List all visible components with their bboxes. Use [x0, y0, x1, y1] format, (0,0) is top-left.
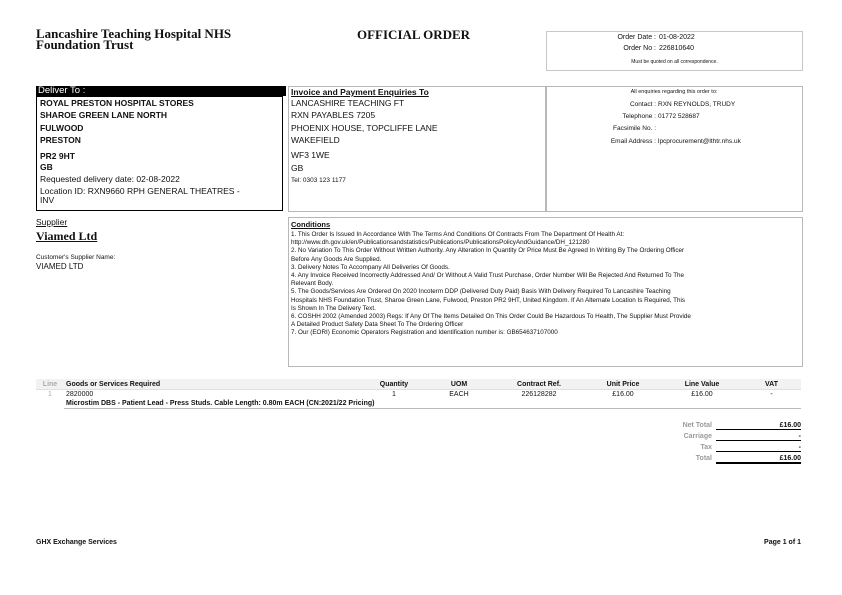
description-spacer — [36, 399, 64, 409]
email-address: lpcprocurement@lthtr.nhs.uk — [658, 138, 741, 145]
invoice-tel: Tel: 0303 123 1177 — [291, 177, 346, 184]
condition-line: 2. No Variation To This Order Without Written Authority. Any Alteration In Quantity Or Price Must Be Agreed In Writing By The Ordering Officer — [291, 247, 685, 255]
cell-description: Microstim DBS - Patient Lead - Press Studs. Cable Length: 0.80m EACH (CN:2021/22 Pricing) — [64, 399, 801, 409]
col-quantity: Quantity — [364, 379, 424, 390]
invoice-line: WAKEFIELD — [291, 135, 340, 145]
deliver-country: GB — [40, 162, 53, 172]
condition-line: Hospitals NHS Foundation Trust, Sharoe Green Lane, Fulwood, Preston PR2 9HT, United Kingdom. If An Alternate Location Is Required, This — [291, 296, 686, 304]
condition-line: A Detailed Product Safety Data Sheet To The Ordering Officer — [291, 321, 464, 329]
condition-line: 4. Any Invoice Received Incorrectly Addressed And/ Or Without A Valid Trust Purchase, Order Number Will Be Rejected And Returned To The — [291, 272, 685, 280]
order-date: 01-08-2022 — [659, 34, 695, 41]
contact-name: RXN REYNOLDS, TRUDY — [658, 101, 736, 108]
fax-label: Facsimile No. : — [613, 125, 656, 132]
deliver-to-heading: Deliver To : — [36, 86, 286, 96]
cell-vat: - — [770, 391, 773, 398]
conditions-box — [288, 217, 803, 367]
location-id: Location ID: RXN9660 RPH GENERAL THEATRES - — [40, 186, 240, 196]
col-uom: UOM — [424, 379, 494, 390]
col-goods: Goods or Services Required — [64, 379, 364, 390]
telephone-label: Telephone : — [622, 113, 656, 120]
table-header-row — [36, 379, 801, 390]
tax-label: Tax — [700, 444, 712, 451]
condition-line: Before Any Goods Are Supplied. — [291, 255, 382, 263]
contact-label: Contact : — [629, 101, 656, 108]
page-number: Page 1 of 1 — [764, 539, 801, 546]
net-total: £16.00 — [716, 422, 801, 430]
cell-line: 1 — [48, 391, 52, 398]
deliver-line: SHAROE GREEN LANE NORTH — [40, 110, 168, 120]
deliver-postcode: PR2 9HT — [40, 151, 75, 161]
table-row-description — [36, 399, 801, 409]
condition-line: Relevant Body. — [291, 280, 334, 288]
condition-line: http://www.dh.gov.uk/en/Publicationsandstatistics/Publications/PublicationsPolicyAndGuidance/DH_121280 — [291, 239, 590, 247]
invoice-line: LANCASHIRE TEACHING FT — [291, 98, 405, 108]
invoice-heading: Invoice and Payment Enquiries To — [291, 87, 429, 97]
carriage-label: Carriage — [683, 433, 712, 440]
invoice-line: PHOENIX HOUSE, TOPCLIFFE LANE — [291, 123, 438, 133]
telephone-number: 01772 528687 — [658, 113, 700, 120]
customer-supplier-name: VIAMED LTD — [36, 262, 84, 271]
invoice-postcode: WF3 1WE — [291, 150, 330, 160]
hospital-name-line1: Lancashire Teaching Hospital NHS — [36, 26, 232, 41]
tax-value: - — [716, 444, 801, 452]
total-value: £16.00 — [716, 455, 801, 464]
condition-line: 5. The Goods/Services Are Ordered On 2020 Incoterm DDP (Delivered Duty Paid) Basis With Delivery Required To Lancashire Teaching — [291, 288, 671, 296]
order-number: 226810640 — [659, 45, 695, 52]
contact-box — [545, 86, 803, 212]
cell-unit-price: £16.00 — [612, 391, 634, 398]
cell-contract: 226128282 — [521, 391, 557, 398]
customer-supplier-label: Customer's Supplier Name: — [36, 254, 116, 261]
condition-line: 1. This Order Is Issued In Accordance With The Terms And Conditions Of Contracts From The Department Of Health At: — [291, 231, 625, 238]
requested-delivery-date: Requested delivery date: 02-08-2022 — [40, 174, 180, 184]
cell-code: 2820000 — [66, 391, 94, 398]
col-line: Line — [36, 379, 64, 390]
deliver-to-box — [36, 96, 283, 211]
col-contract: Contract Ref. — [494, 379, 584, 390]
invoice-country: GB — [291, 163, 304, 173]
col-vat: VAT — [742, 379, 801, 390]
cell-line-value: £16.00 — [691, 391, 713, 398]
condition-line: 6. COSHH 2002 (Amended 2003) Regs: If Any Of The Items Detailed On This Order Could Be Hazardous To Health, The Supplier Must Provide — [291, 313, 691, 321]
contact-heading: All enquiries regarding this order to: — [630, 89, 718, 95]
footer-left: GHX Exchange Services — [36, 539, 117, 546]
condition-line: 7. Our (EORI) Economic Operators Registration and Identification number is: GB654637107000 — [291, 329, 558, 337]
deliver-line: FULWOOD — [40, 123, 84, 133]
table-row — [36, 390, 801, 400]
document-title: OFFICIAL ORDER — [357, 27, 471, 42]
conditions-heading: Conditions — [291, 220, 331, 229]
order-no-label: Order No : — [623, 45, 656, 52]
conditions-text — [291, 231, 799, 338]
deliver-line: ROYAL PRESTON HOSPITAL STORES — [40, 98, 194, 108]
hospital-name-line2: Foundation Trust — [36, 37, 134, 52]
supplier-name: Viamed Ltd — [36, 229, 98, 243]
condition-line: 3. Delivery Notes To Accompany All Deliveries Of Goods. — [291, 263, 450, 271]
col-unit-price: Unit Price — [584, 379, 662, 390]
cell-quantity: 1 — [392, 391, 396, 398]
carriage-value: - — [716, 433, 801, 441]
order-items-table — [36, 379, 801, 409]
order-note: Must be quoted on all correspondence. — [631, 59, 718, 65]
invoice-box — [288, 86, 547, 212]
order-date-label: Order Date : — [617, 34, 656, 41]
invoice-line: RXN PAYABLES 7205 — [291, 110, 376, 120]
condition-line: Is Shown In The Delivery Text. — [291, 304, 376, 312]
hospital-name — [36, 28, 231, 50]
col-line-value: Line Value — [662, 379, 742, 390]
email-label: Email Address : — [610, 138, 656, 145]
location-id-cont: INV — [40, 195, 55, 205]
net-total-label: Net Total — [682, 422, 712, 429]
total-label: Total — [695, 455, 712, 462]
supplier-heading: Supplier — [36, 217, 68, 227]
order-info-box — [546, 31, 803, 71]
cell-uom: EACH — [449, 391, 469, 398]
deliver-line: PRESTON — [40, 135, 81, 145]
